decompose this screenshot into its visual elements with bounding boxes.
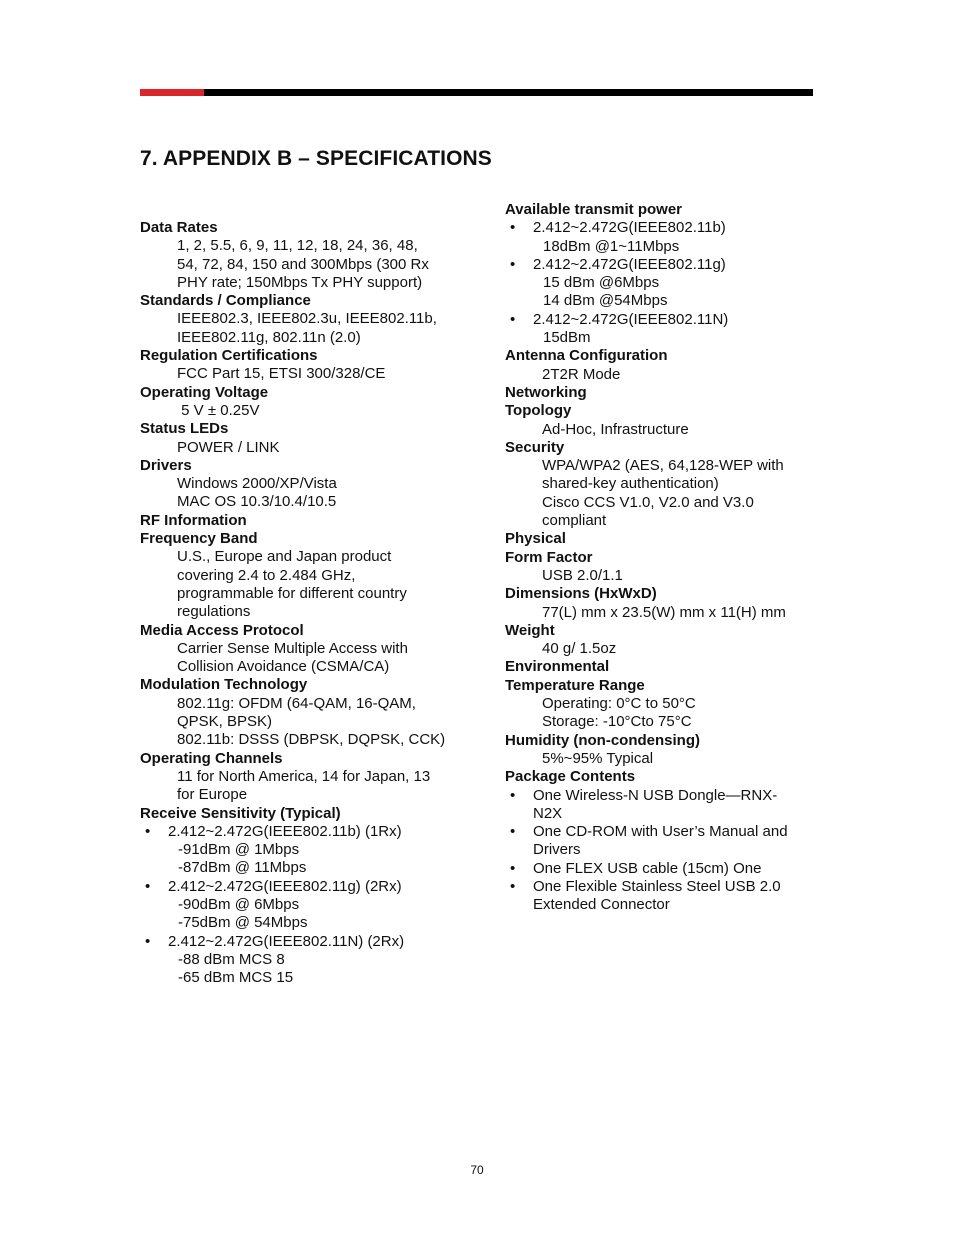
heading-dimensions: Dimensions (HxWxD) xyxy=(505,585,657,603)
list-item: • 2.412~2.472G(IEEE802.11b) (1Rx) -91dBm @ 1Mbps -87dBm @ 11Mbps xyxy=(140,823,485,878)
value-form-factor: USB 2.0/1.1 xyxy=(542,566,623,584)
heading-status-leds: Status LEDs xyxy=(140,420,229,438)
list-package-contents xyxy=(505,787,815,915)
value-status-leds: POWER / LINK xyxy=(177,438,280,456)
value-temperature: Operating: 0°C to 50°C Storage: -10°Cto 75°C xyxy=(542,695,696,731)
value-security: WPA/WPA2 (AES, 64,128-WEP with shared-key authentication) Cisco CCS V1.0, V2.0 and V3.0 compliant xyxy=(542,457,784,530)
list-item: • One Wireless-N USB Dongle—RNX- N2X xyxy=(505,787,815,824)
heading-frequency-band: Frequency Band xyxy=(140,530,258,548)
heading-humidity: Humidity (non-condensing) xyxy=(505,731,700,749)
page-number: 70 xyxy=(470,1163,484,1177)
heading-regulation: Regulation Certifications xyxy=(140,347,318,365)
heading-rf-information: RF Information xyxy=(140,511,247,529)
value-standards: IEEE802.3, IEEE802.3u, IEEE802.11b, IEEE802.11g, 802.11n (2.0) xyxy=(177,310,437,346)
right-column xyxy=(505,201,815,915)
heading-data-rates: Data Rates xyxy=(140,219,218,236)
heading-modulation: Modulation Technology xyxy=(140,676,308,694)
heading-media-access: Media Access Protocol xyxy=(140,621,304,639)
heading-receive-sensitivity: Receive Sensitivity (Typical) xyxy=(140,804,341,822)
heading-operating-channels: Operating Channels xyxy=(140,749,283,767)
value-modulation: 802.11g: OFDM (64-QAM, 16-QAM, QPSK, BPSK) 802.11b: DSSS (DBPSK, DQPSK, CCK) xyxy=(177,694,446,749)
heading-security: Security xyxy=(505,438,565,456)
heading-antenna: Antenna Configuration xyxy=(505,347,668,365)
heading-environmental: Environmental xyxy=(505,658,610,676)
header-rule-accent xyxy=(140,89,204,96)
value-drivers: Windows 2000/XP/Vista MAC OS 10.3/10.4/10.5 xyxy=(177,475,337,511)
heading-weight: Weight xyxy=(505,621,555,639)
value-antenna: 2T2R Mode xyxy=(542,365,621,383)
page-title: 7. APPENDIX B – SPECIFICATIONS xyxy=(140,147,492,170)
value-humidity: 5%~95% Typical xyxy=(542,749,654,767)
list-receive-sensitivity xyxy=(140,823,485,988)
list-item: • 2.412~2.472G(IEEE802.11b) 18dBm @1~11Mbps xyxy=(505,219,815,256)
list-item: • One FLEX USB cable (15cm) One xyxy=(505,860,815,878)
heading-transmit-power: Available transmit power xyxy=(505,201,682,218)
list-item: • One Flexible Stainless Steel USB 2.0 Extended Connector xyxy=(505,878,815,915)
list-item: • 2.412~2.472G(IEEE802.11N) (2Rx) -88 dBm MCS 8 -65 dBm MCS 15 xyxy=(140,933,485,988)
list-item: • 2.412~2.472G(IEEE802.11g) 15 dBm @6Mbps 14 dBm @54Mbps xyxy=(505,256,815,311)
list-item: • 2.412~2.472G(IEEE802.11g) (2Rx) -90dBm @ 6Mbps -75dBm @ 54Mbps xyxy=(140,878,485,933)
heading-networking: Networking xyxy=(505,383,587,401)
header-rule xyxy=(140,89,813,96)
heading-voltage: Operating Voltage xyxy=(140,383,269,401)
list-transmit-power xyxy=(505,219,815,347)
value-data-rates: 1, 2, 5.5, 6, 9, 11, 12, 18, 24, 36, 48, 54, 72, 84, 150 and 300Mbps (300 Rx PHY rate; 150Mbps Tx PHY support) xyxy=(177,237,429,291)
value-regulation: FCC Part 15, ETSI 300/328/CE xyxy=(177,365,386,383)
heading-standards: Standards / Compliance xyxy=(140,292,311,310)
heading-package-contents: Package Contents xyxy=(505,768,636,786)
list-item: • One CD-ROM with User’s Manual and Drivers xyxy=(505,823,815,860)
list-item: • 2.412~2.472G(IEEE802.11N) 15dBm xyxy=(505,311,815,348)
value-media-access: Carrier Sense Multiple Access with Collision Avoidance (CSMA/CA) xyxy=(177,639,408,676)
value-operating-channels: 11 for North America, 14 for Japan, 13 for Europe xyxy=(177,767,431,804)
value-weight: 40 g/ 1.5oz xyxy=(542,640,617,658)
heading-physical: Physical xyxy=(505,530,566,548)
value-frequency-band: U.S., Europe and Japan product covering 2.4 to 2.484 GHz, programmable for different country regulations xyxy=(177,548,407,621)
heading-drivers: Drivers xyxy=(140,456,192,474)
value-voltage: 5 V ± 0.25V xyxy=(177,401,260,419)
value-topology: Ad-Hoc, Infrastructure xyxy=(542,420,689,438)
left-column xyxy=(140,219,485,987)
heading-form-factor: Form Factor xyxy=(505,548,593,566)
heading-topology: Topology xyxy=(505,402,572,420)
heading-temperature: Temperature Range xyxy=(505,676,645,694)
value-dimensions: 77(L) mm x 23.5(W) mm x 11(H) mm xyxy=(542,603,786,621)
